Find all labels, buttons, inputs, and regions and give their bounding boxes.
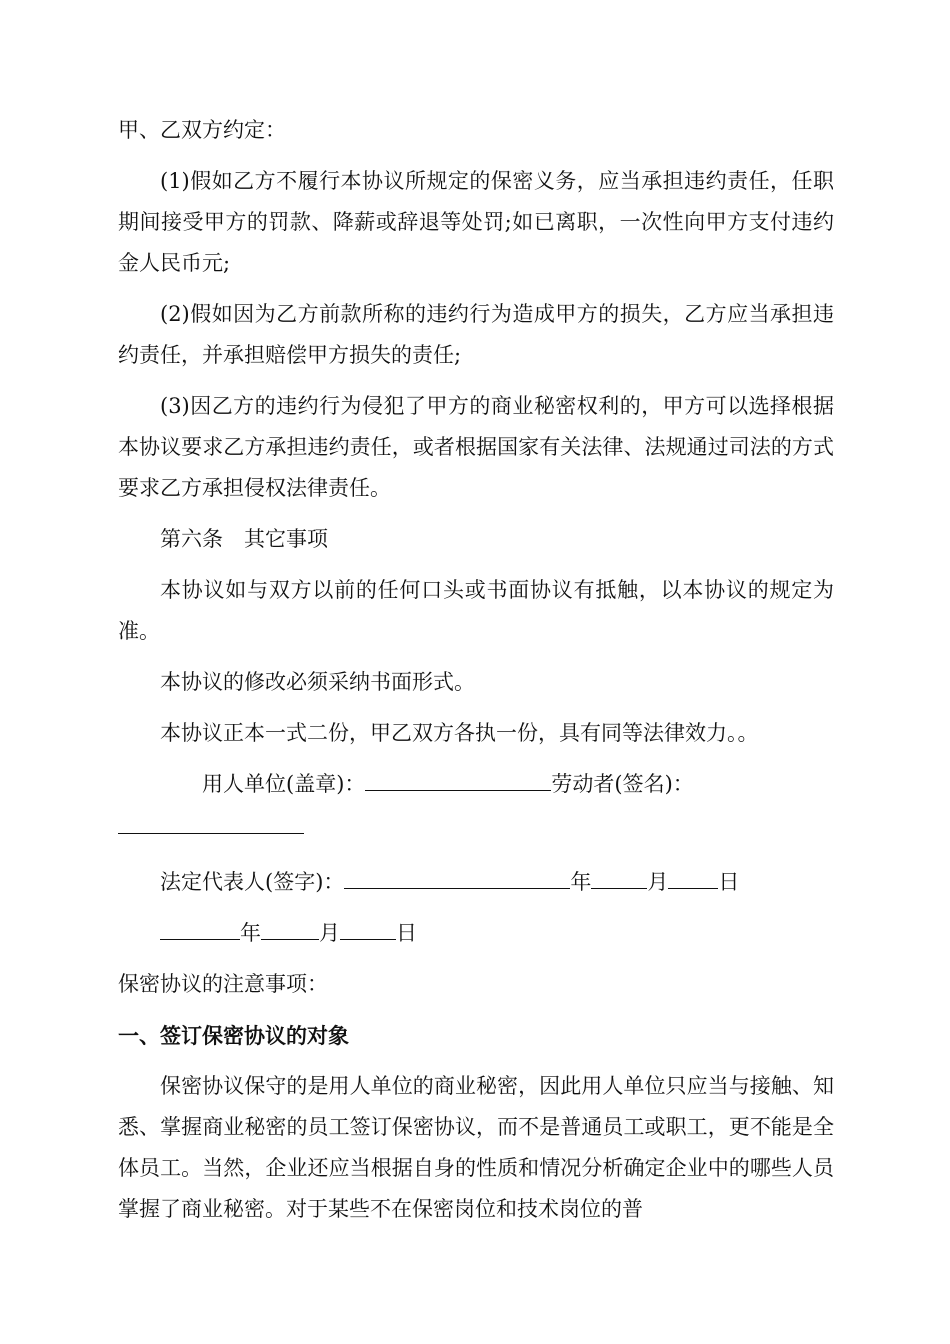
notes-title: 保密协议的注意事项：	[118, 972, 328, 996]
rep-year-label: 年	[570, 870, 592, 894]
rep-day-blank[interactable]	[668, 866, 718, 889]
document-page	[118, 110, 834, 1240]
paragraph-clause-1: (1)假如乙方不履行本协议所规定的保密义务，应当承担违约责任，任职期间接受甲方的罚款、降薪或辞退等处罚;如已离职，一次性向甲方支付违约金人民币元;	[118, 169, 834, 275]
paragraph-precedence: 本协议如与双方以前的任何口头或书面协议有抵触，以本协议的规定为准。	[118, 578, 834, 643]
date-day-label: 日	[396, 921, 417, 945]
signature-line-employer	[118, 764, 834, 805]
paragraph-clause-3: (3)因乙方的违约行为侵犯了甲方的商业秘密权利的，甲方可以选择根据本协议要求乙方承担违约责任，或者根据国家有关法律、法规通过司法的方式要求乙方承担侵权法律责任。	[118, 394, 834, 500]
rep-month-label: 月	[647, 870, 669, 894]
representative-blank[interactable]	[344, 866, 570, 889]
signature-line-worker-blank	[118, 807, 834, 848]
section-1-heading: 一、签订保密协议的对象	[118, 1023, 349, 1048]
paragraph-clause-2: (2)假如因为乙方前款所称的违约行为造成甲方的损失，乙方应当承担违约责任，并承担赔偿甲方损失的责任;	[118, 302, 834, 367]
date-year-blank[interactable]	[160, 917, 240, 940]
rep-day-label: 日	[718, 870, 740, 894]
signature-line-representative	[118, 862, 834, 903]
section-1-body: 保密协议保守的是用人单位的商业秘密，因此用人单位只应当与接触、知悉、掌握商业秘密的员工签订保密协议，而不是普通员工或职工，更不能是全体员工。当然，企业还应当根据自身的性质和情况分析确定企业中的哪些人员掌握了商业秘密。对于某些不在保密岗位和技术岗位的普	[118, 1074, 834, 1221]
paragraph-agreement-intro: 甲、乙双方约定：	[118, 118, 286, 142]
employer-seal-label: 用人单位(盖章)：	[202, 772, 366, 796]
article-six-title: 第六条 其它事项	[160, 527, 328, 551]
paragraph-amendment: 本协议的修改必须采纳书面形式。	[160, 670, 475, 694]
date-month-blank[interactable]	[261, 917, 319, 940]
worker-sign-label: 劳动者(签名)：	[551, 772, 694, 796]
paragraph-copies: 本协议正本一式二份，甲乙双方各执一份，具有同等法律效力。。	[160, 721, 759, 745]
employer-seal-blank[interactable]	[365, 768, 551, 791]
date-year-label: 年	[240, 921, 261, 945]
date-day-blank[interactable]	[340, 917, 396, 940]
signature-date-line	[118, 913, 834, 954]
worker-sign-blank[interactable]	[118, 811, 304, 834]
date-month-label: 月	[319, 921, 340, 945]
representative-label: 法定代表人(签字)：	[160, 870, 345, 894]
rep-month-blank[interactable]	[591, 866, 647, 889]
